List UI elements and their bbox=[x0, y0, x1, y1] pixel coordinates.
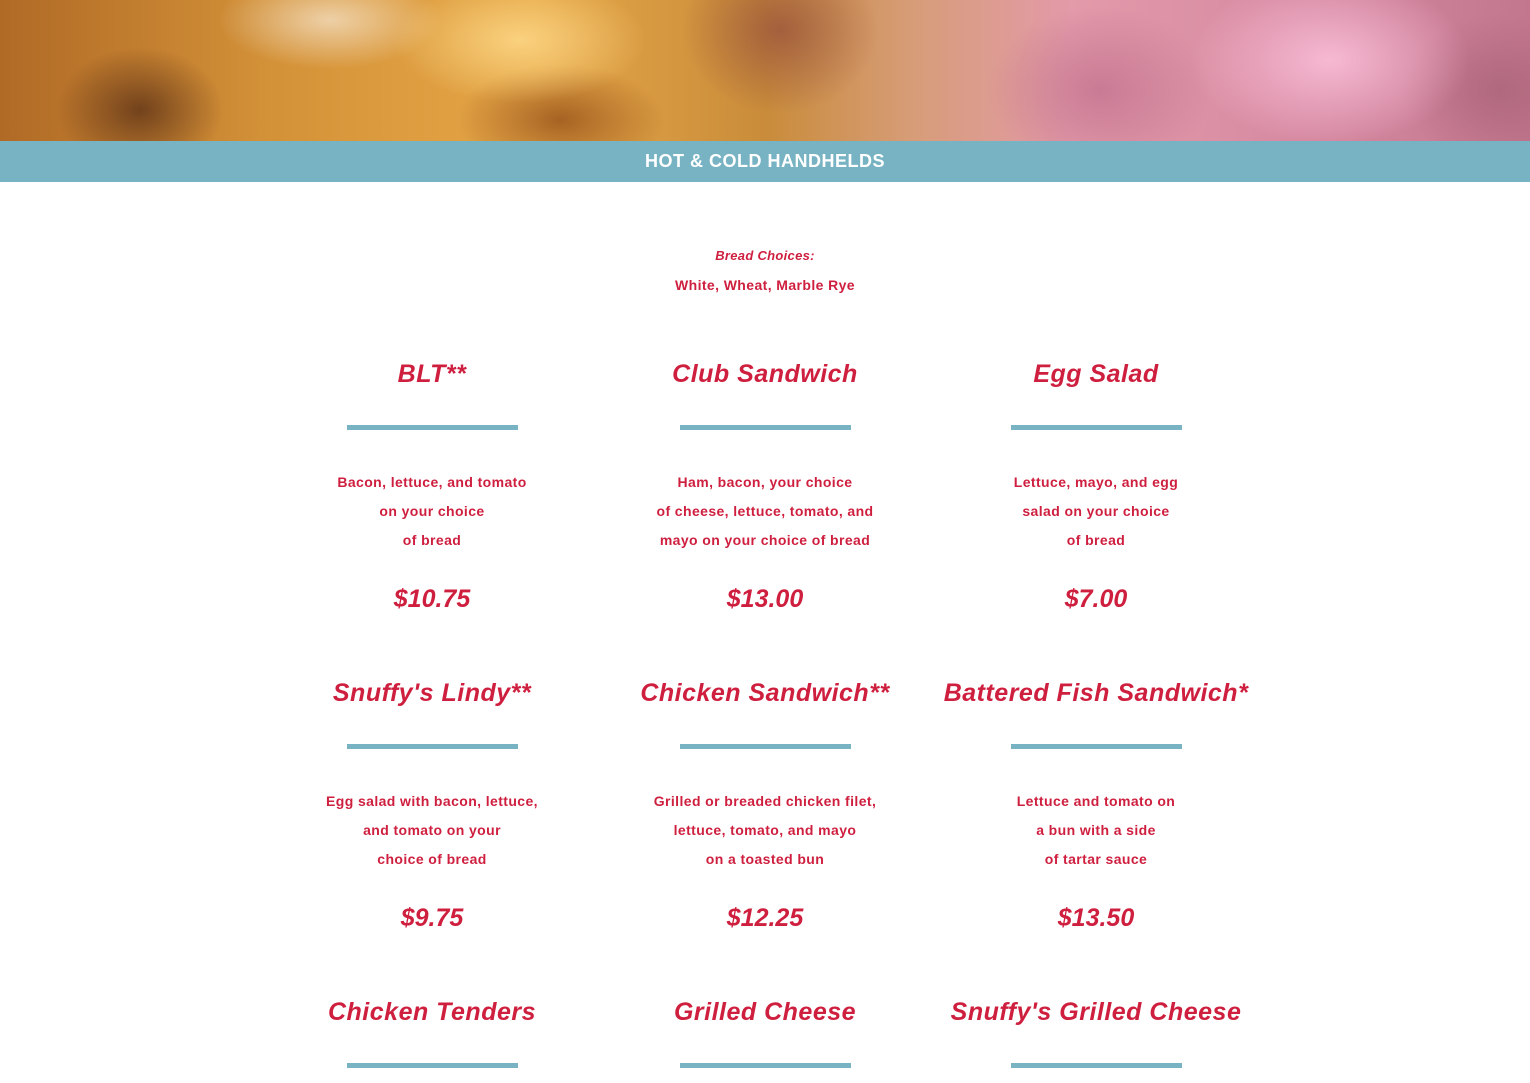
description-line: Ham, bacon, your choice bbox=[677, 474, 853, 490]
menu-item-name: Battered Fish Sandwich* bbox=[943, 679, 1249, 707]
menu-item-price: $12.25 bbox=[726, 904, 804, 932]
description-line: and tomato on your bbox=[363, 822, 501, 838]
menu-item-name: BLT** bbox=[397, 360, 467, 388]
description-line: of bread bbox=[1066, 532, 1126, 548]
menu-item-description bbox=[600, 468, 930, 555]
description-line: Bacon, lettuce, and tomato bbox=[337, 474, 527, 490]
menu-item-description bbox=[267, 787, 597, 874]
menu-item-divider bbox=[347, 1063, 518, 1068]
menu-item-description bbox=[931, 787, 1261, 874]
menu-item-name: Snuffy's Lindy** bbox=[332, 679, 532, 707]
menu-item-name: Grilled Cheese bbox=[673, 998, 857, 1026]
menu-item-divider bbox=[1011, 1063, 1182, 1068]
menu-item-divider bbox=[1011, 744, 1182, 749]
description-line: on a toasted bun bbox=[705, 851, 825, 867]
menu-item-divider bbox=[347, 744, 518, 749]
menu-item-name: Egg Salad bbox=[1033, 360, 1159, 388]
menu-item-price: $10.75 bbox=[393, 585, 471, 613]
section-title: HOT & COLD HANDHELDS bbox=[645, 151, 885, 171]
description-line: Egg salad with bacon, lettuce, bbox=[326, 793, 538, 809]
description-line: of bread bbox=[402, 532, 462, 548]
menu-item-divider bbox=[680, 425, 851, 430]
description-line: lettuce, tomato, and mayo bbox=[673, 822, 857, 838]
description-line: Grilled or breaded chicken filet, bbox=[653, 793, 877, 809]
description-line: a bun with a side bbox=[1036, 822, 1156, 838]
menu-item-price: $13.00 bbox=[726, 585, 804, 613]
menu-item-price: $9.75 bbox=[400, 904, 464, 932]
menu-item-name: Chicken Sandwich** bbox=[640, 679, 890, 707]
menu-item-description bbox=[931, 468, 1261, 555]
menu-item-name: Chicken Tenders bbox=[327, 998, 537, 1026]
menu-item-description bbox=[267, 468, 597, 555]
description-line: mayo on your choice of bread bbox=[659, 532, 871, 548]
description-line: choice of bread bbox=[377, 851, 487, 867]
description-line: Lettuce and tomato on bbox=[1016, 793, 1176, 809]
description-line: of tartar sauce bbox=[1044, 851, 1148, 867]
menu-item-divider bbox=[680, 744, 851, 749]
description-line: of cheese, lettuce, tomato, and bbox=[656, 503, 874, 519]
bread-choices-list: White, Wheat, Marble Rye bbox=[675, 277, 855, 293]
menu-item-price: $7.00 bbox=[1064, 585, 1128, 613]
menu-item-price: $13.50 bbox=[1057, 904, 1135, 932]
menu-item-divider bbox=[680, 1063, 851, 1068]
description-line: salad on your choice bbox=[1022, 503, 1170, 519]
description-line: Lettuce, mayo, and egg bbox=[1013, 474, 1179, 490]
menu-item-name: Snuffy's Grilled Cheese bbox=[950, 998, 1242, 1026]
menu-item-description bbox=[600, 787, 930, 874]
description-line: on your choice bbox=[379, 503, 485, 519]
menu-item-divider bbox=[1011, 425, 1182, 430]
section-header-band bbox=[0, 141, 1530, 182]
bread-choices-label: Bread Choices: bbox=[715, 248, 815, 263]
menu-item-name: Club Sandwich bbox=[672, 360, 858, 388]
menu-item-divider bbox=[347, 425, 518, 430]
hero-banner-image bbox=[0, 0, 1530, 141]
